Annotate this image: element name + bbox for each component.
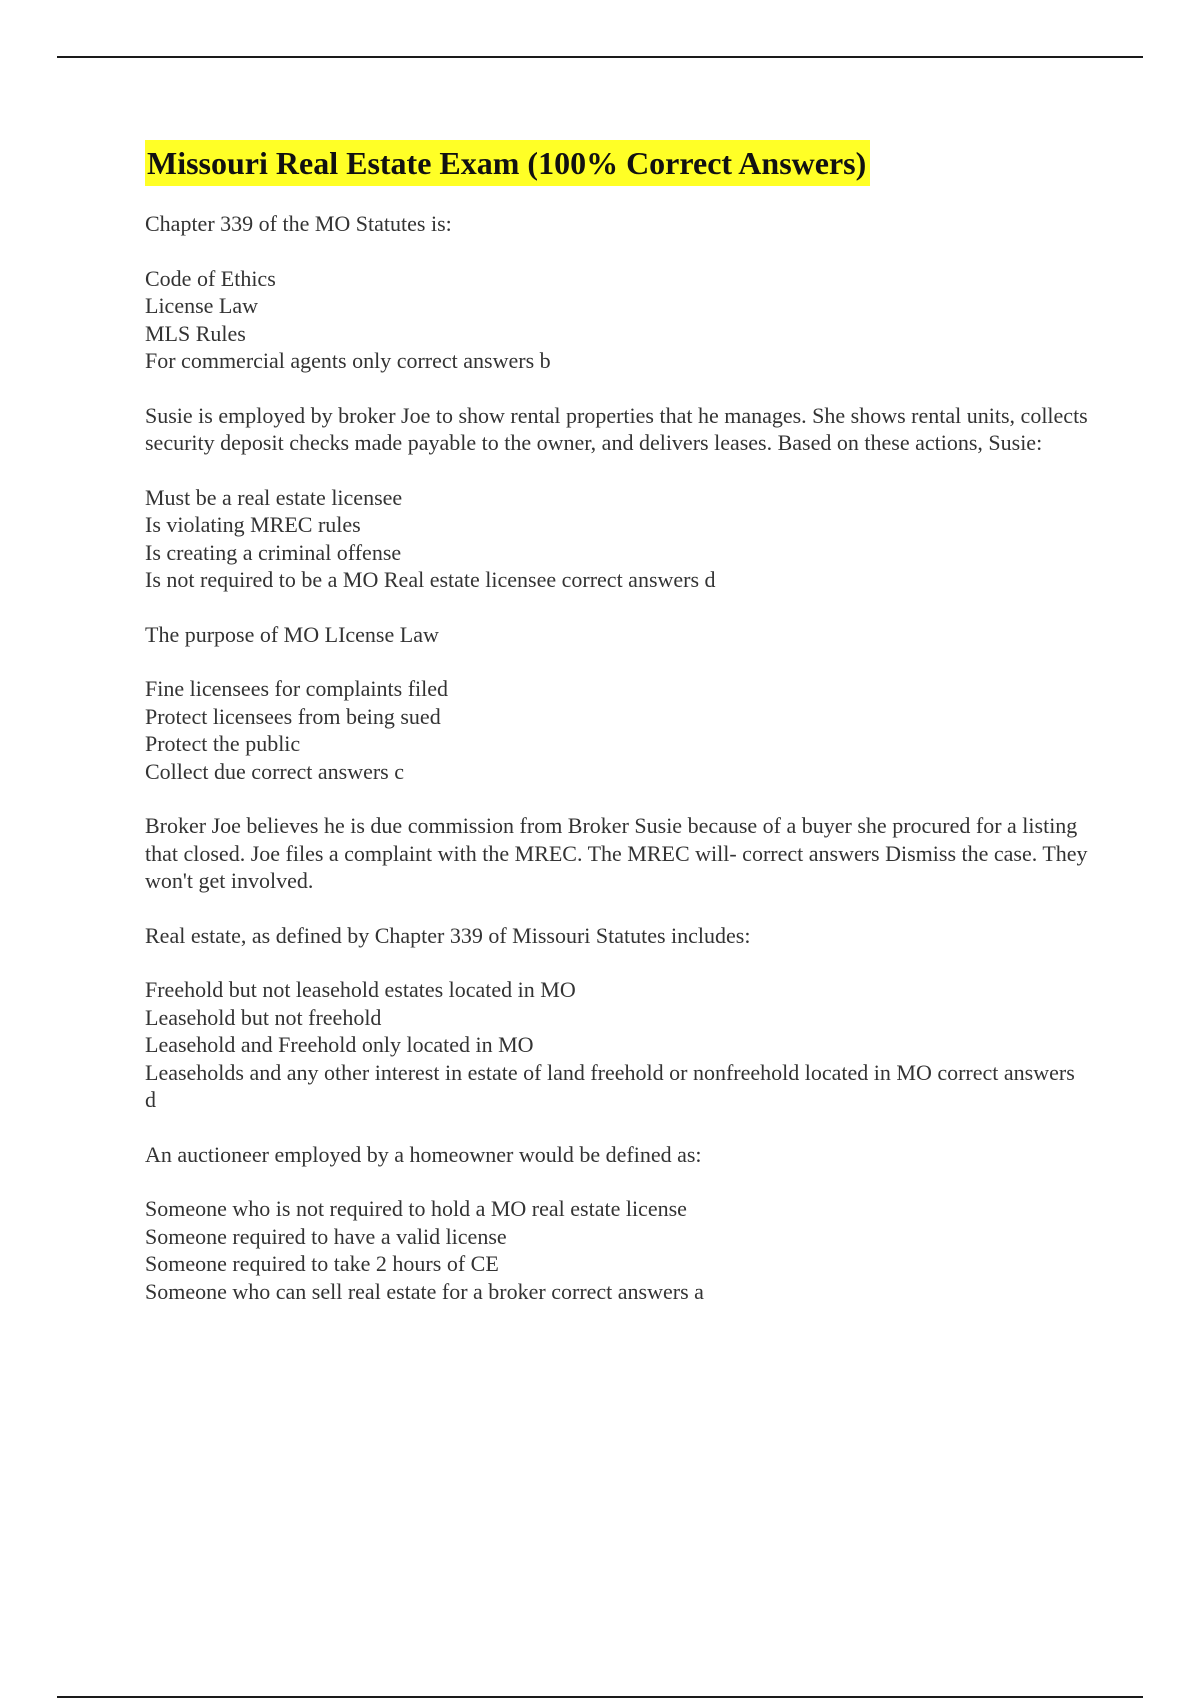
answer-option: License Law xyxy=(145,293,258,318)
answer-options xyxy=(145,976,1090,1114)
answer-option: Freehold but not leasehold estates located in MO xyxy=(145,977,576,1002)
document-body xyxy=(145,140,1090,1305)
answer-options xyxy=(145,265,1090,375)
footer-rule xyxy=(57,1696,1143,1698)
answer-option: Collect due correct answers c xyxy=(145,758,404,784)
answer-option: Fine licensees for complaints filed xyxy=(145,676,449,701)
answer-option: Leasehold but not freehold xyxy=(145,1004,382,1030)
answer-option: Code of Ethics xyxy=(145,265,276,291)
question-1 xyxy=(145,210,1090,375)
answer-options xyxy=(145,1195,1090,1305)
question-stem: Real estate, as defined by Chapter 339 of Missouri Statutes includes: xyxy=(145,922,751,948)
answer-option: Someone who can sell real estate for a broker correct answers a xyxy=(145,1278,704,1304)
answer-option: Is creating a criminal offense xyxy=(145,539,402,565)
question-stem: An auctioneer employed by a homeowner would be defined as: xyxy=(145,1141,702,1167)
answer-option: Someone who is not required to hold a MO real estate license xyxy=(145,1196,687,1221)
answer-option: Leaseholds and any other interest in estate of land freehold or nonfreehold located in MO correct answers d xyxy=(145,1059,1075,1112)
question-stem: Broker Joe believes he is due commission from Broker Susie because of a buyer she procured for a listing that closed. Joe files a complaint with the MREC. The MREC will- correct answers Dismiss the case. They won't get involved. xyxy=(145,813,1088,893)
answer-option: Must be a real estate licensee xyxy=(145,484,403,510)
question-stem: Chapter 339 of the MO Statutes is: xyxy=(145,211,452,236)
answer-option: MLS Rules xyxy=(145,320,246,346)
answer-options xyxy=(145,675,1090,785)
question-2 xyxy=(145,402,1090,594)
question-stem: The purpose of MO LIcense Law xyxy=(145,621,439,647)
answer-option: Protect licensees from being sued xyxy=(145,703,441,729)
question-6 xyxy=(145,1141,1090,1306)
answer-option: Is violating MREC rules xyxy=(145,512,361,537)
answer-option: For commercial agents only correct answers b xyxy=(145,348,551,373)
question-stem: Susie is employed by broker Joe to show rental properties that he manages. She shows rental units, collects security deposit checks made payable to the owner, and delivers leases. Based on these actions, Susie: xyxy=(145,402,1088,455)
answer-option: Leasehold and Freehold only located in MO xyxy=(145,1032,534,1057)
answer-option: Someone required to take 2 hours of CE xyxy=(145,1251,499,1276)
header-rule xyxy=(57,56,1143,58)
answer-option: Is not required to be a MO Real estate licensee correct answers d xyxy=(145,567,716,592)
question-3 xyxy=(145,621,1090,786)
answer-options xyxy=(145,484,1090,594)
answer-option: Protect the public xyxy=(145,731,301,756)
question-4 xyxy=(145,812,1090,895)
document-title: Missouri Real Estate Exam (100% Correct Answers) xyxy=(145,140,870,186)
question-5 xyxy=(145,922,1090,1114)
answer-option: Someone required to have a valid license xyxy=(145,1223,507,1249)
